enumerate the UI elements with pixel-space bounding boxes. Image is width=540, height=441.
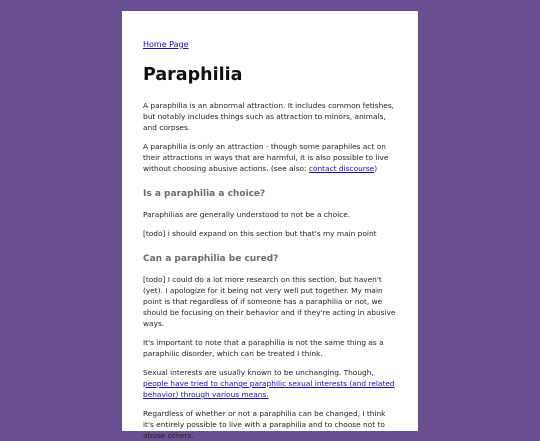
page-title: Paraphilia xyxy=(143,65,243,85)
contact-discourse-link[interactable]: contact discourse xyxy=(308,164,375,173)
change-interests-link[interactable]: people have tried to change paraphilic sexual interests (and related behavior) through various means. xyxy=(143,379,395,399)
choice-paragraph-1: Paraphilias are generally understood to not be a choice. xyxy=(143,210,351,219)
page-container xyxy=(122,11,418,440)
intro-paragraph-2 xyxy=(143,141,397,174)
cured-paragraph-3 xyxy=(143,367,397,400)
section-heading-choice: Is a paraphilia a choice? xyxy=(143,189,266,199)
choice-paragraph-2: [todo] i should expand on this section but that's my main point xyxy=(143,229,377,238)
intro-paragraph-2-end: ) xyxy=(374,164,378,173)
cured-paragraph-3-text: Sexual interests are usually known to be unchanging. Though, xyxy=(143,368,374,377)
intro-paragraph-2-text: A paraphilia is only an attraction - though some paraphiles act on their attractions in ways that are harmful, it is also possible to live without choosing abusive actions. (see also: xyxy=(143,142,389,173)
cured-paragraph-4: Regardless of whether or not a paraphilia can be changed, I think it's entirely possible to live with a paraphilia and to choose not to abuse others. xyxy=(143,409,386,440)
cured-paragraph-2: It's important to note that a paraphilia is not the same thing as a paraphilic disorder, which can be treated I think. xyxy=(143,338,384,358)
section-heading-cured: Can a paraphilia be cured? xyxy=(143,254,279,264)
cured-paragraph-1: [todo] I could do a lot more research on this section, but haven't (yet). I apologize for it being not very well put together. My main point is that regardless of if someone has a paraphilia or not, we should be focusing on their behavior and if they're acting in abusive ways. xyxy=(143,275,396,328)
home-page-link[interactable]: Home Page xyxy=(143,40,189,49)
intro-paragraph-1: A paraphilia is an abnormal attraction. It includes common fetishes, but notably includes things such as attraction to minors, animals, and corpses. xyxy=(143,101,395,132)
